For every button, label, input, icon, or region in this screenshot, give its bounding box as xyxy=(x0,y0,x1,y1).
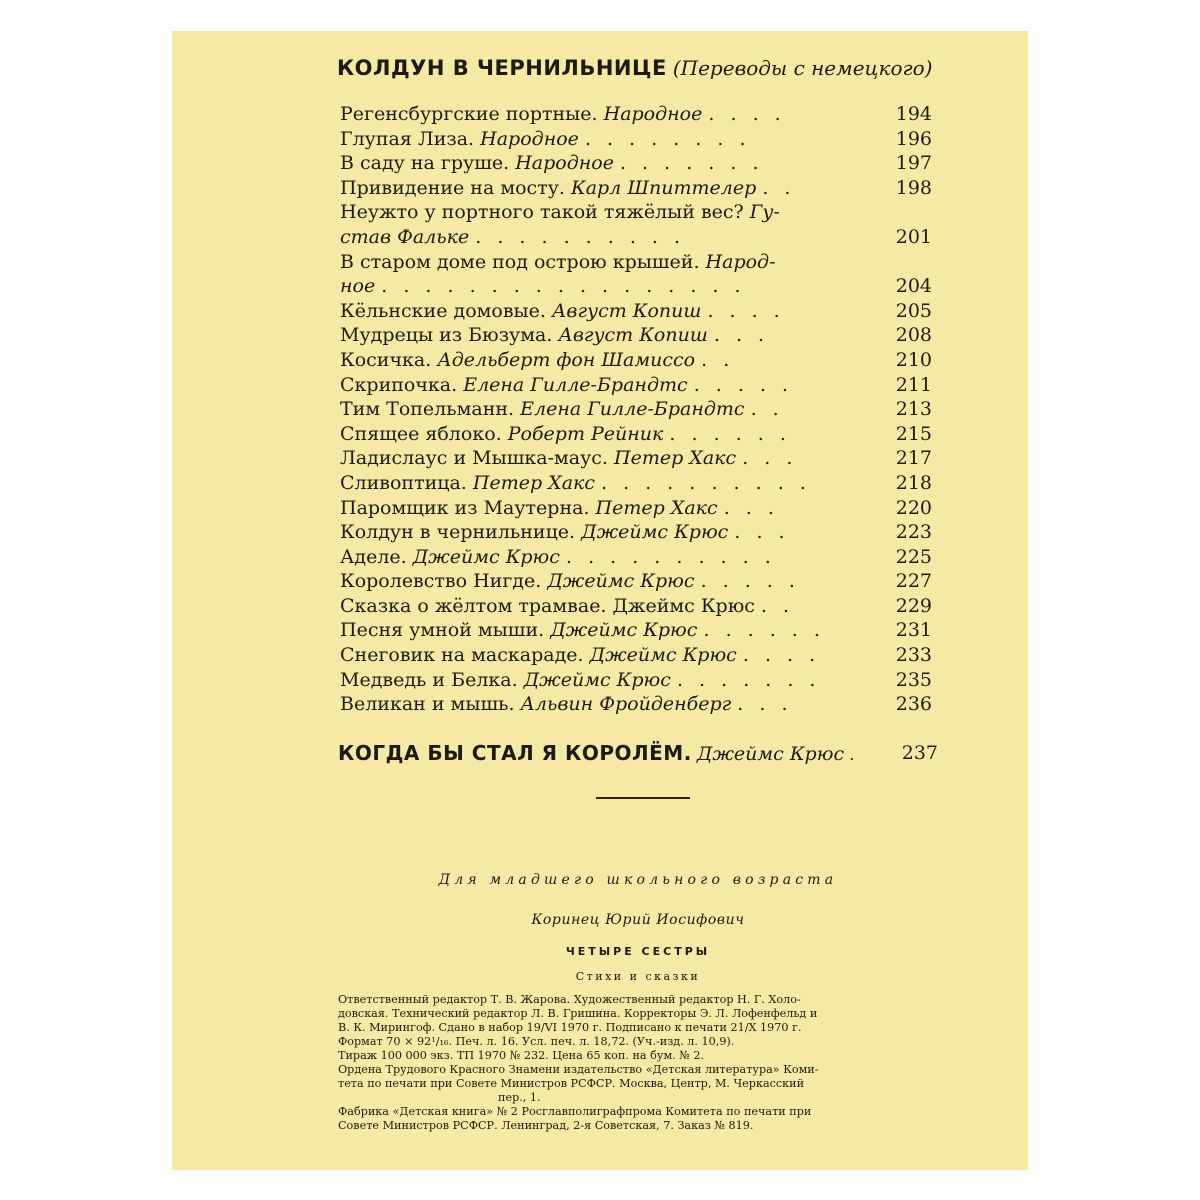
toc-entry-page-number: 197 xyxy=(895,152,932,175)
toc-entry-author: Джеймс Крюс xyxy=(523,668,671,691)
imprint-line: Ответственный редактор Т. В. Жарова. Художественный редактор Н. Г. Холо- xyxy=(338,993,801,1006)
toc-entry-text xyxy=(340,496,870,521)
toc-entry-page-number: 236 xyxy=(895,693,932,716)
leader-dots: . . . xyxy=(742,447,798,470)
section-divider xyxy=(596,797,690,799)
toc-entry-author: Народное xyxy=(603,103,703,125)
toc-entry xyxy=(340,102,932,127)
toc-entry-author: Петер Хакс xyxy=(595,496,718,519)
table-of-contents xyxy=(340,102,932,717)
leader-dots: . . . xyxy=(723,496,779,519)
toc-entry-text xyxy=(340,102,870,127)
toc-entry-page-number: 235 xyxy=(895,668,932,691)
toc-entry-title: Снеговик на маскараде. xyxy=(340,644,584,667)
toc-entry-author: Роберт Рейник xyxy=(507,422,664,445)
leader-dots: . . . . xyxy=(708,103,786,125)
toc-entry xyxy=(340,422,932,447)
toc-entry-author: Народное xyxy=(515,152,614,175)
toc-entry-author: Карл Шпиттелер xyxy=(570,176,757,199)
toc-entry-text xyxy=(340,151,870,176)
imprint-author: Коринец Юрий Иосифович xyxy=(531,912,745,928)
toc-entry-page-number: 215 xyxy=(895,422,932,445)
toc-entry xyxy=(340,200,932,249)
leader-dots: . . xyxy=(701,348,735,371)
toc-entry-text xyxy=(340,643,870,668)
toc-entry-page-number: 210 xyxy=(895,348,932,371)
toc-entry xyxy=(340,471,932,496)
leader-dots: . . . . . . . . xyxy=(584,127,751,150)
toc-entry-page-number: 196 xyxy=(895,127,932,150)
imprint-line: Тираж 100 000 экз. ТП 1970 № 232. Цена 65 коп. на бум. № 2. xyxy=(338,1049,705,1062)
toc-entry xyxy=(340,373,932,398)
toc-entry-page-number: 223 xyxy=(895,521,932,544)
toc-entry-text xyxy=(340,471,870,496)
toc-entry-text xyxy=(340,397,870,422)
toc-entry-title: Неужто у портного такой тяжёлый вес? xyxy=(340,201,744,224)
leader-dots: . . . xyxy=(737,693,793,716)
imprint-line: пер., 1. xyxy=(498,1091,541,1104)
toc-entry-title: Великан и мышь. xyxy=(340,693,515,716)
leader-dots: . . . . xyxy=(707,299,785,322)
final-entry-author: Джеймс Крюс xyxy=(696,743,845,765)
toc-entry-page-number: 229 xyxy=(895,594,932,617)
toc-entry-title: Мудрецы из Бюзума. xyxy=(340,324,553,347)
toc-entry-text xyxy=(340,569,870,594)
toc-entry xyxy=(340,127,932,152)
toc-entry xyxy=(340,692,932,717)
toc-entry-title: Косичка. xyxy=(340,348,432,371)
toc-entry-author-continued: ное xyxy=(340,275,376,298)
toc-entry xyxy=(340,446,932,471)
toc-entry-text xyxy=(340,594,870,619)
toc-entry-author: Август Копиш xyxy=(552,299,702,322)
final-entry xyxy=(338,737,938,769)
leader-dots: . . . xyxy=(713,324,770,347)
toc-entry-text xyxy=(340,176,870,201)
section-heading xyxy=(337,56,957,92)
toc-entry-text xyxy=(340,250,870,275)
toc-entry xyxy=(340,643,932,668)
toc-entry xyxy=(340,520,932,545)
toc-entry xyxy=(340,250,932,299)
leader-dots: . . . . . . . . . . xyxy=(475,225,686,248)
toc-entry xyxy=(340,668,932,693)
toc-entry-author: Джеймс Крюс xyxy=(412,545,560,568)
leader-dots: . . . . . . . . . . . . . . . . . xyxy=(381,275,746,298)
toc-entry-title: В старом доме под острою крышей. xyxy=(340,250,700,273)
toc-entry-page-number: 204 xyxy=(895,275,932,298)
toc-entry-author: Джеймс Крюс xyxy=(547,570,695,593)
imprint-line: Формат 70 × 92¹/₁₆. Печ. л. 16. Усл. печ. л. 18,72. (Уч.-изд. л. 10,9). xyxy=(338,1035,735,1048)
imprint-genre: Стихи и сказки xyxy=(575,970,701,983)
final-entry-page-number: 237 xyxy=(901,742,938,764)
toc-entry xyxy=(340,545,932,570)
toc-entry-title: Спящее яблоко. xyxy=(340,422,502,445)
toc-entry xyxy=(340,299,932,324)
toc-entry-page-number: 233 xyxy=(895,644,932,667)
toc-entry-page-number: 225 xyxy=(895,545,932,568)
imprint-line: довская. Технический редактор Л. В. Гришина. Корректоры Э. Л. Лофенфельд и xyxy=(338,1007,818,1020)
toc-entry-page-number: 218 xyxy=(895,471,932,494)
imprint-line: Фабрика «Детская книга» № 2 Росглавполиграфпрома Комитета по печати при xyxy=(338,1105,812,1118)
leader-dots: . . xyxy=(760,594,795,617)
toc-entry-text xyxy=(340,668,870,693)
toc-entry-title: Сливоптица. xyxy=(340,471,467,494)
leader-dots: . . . xyxy=(734,521,790,544)
toc-entry xyxy=(340,397,932,422)
toc-entry-text xyxy=(340,323,870,348)
toc-entry-author: Джеймс Крюс xyxy=(612,594,755,617)
toc-entry-page-number: 194 xyxy=(895,103,932,125)
toc-entry-text xyxy=(340,299,870,324)
toc-entry-text xyxy=(340,446,870,471)
imprint-details xyxy=(338,993,948,1133)
toc-entry-page-number: 201 xyxy=(895,225,932,248)
final-entry-title: КОГДА БЫ СТАЛ Я КОРОЛЁМ. xyxy=(338,741,692,765)
leader-dots: . . . . xyxy=(742,644,821,667)
toc-entry-author: Петер Хакс xyxy=(614,447,737,470)
toc-entry-author: Альвин Фройденберг xyxy=(520,693,732,716)
toc-entry-author: Елена Гилле-Брандтс xyxy=(520,398,745,421)
toc-entry xyxy=(340,496,932,521)
toc-entry-author: Гу- xyxy=(749,201,780,224)
toc-entry-continuation xyxy=(340,225,870,250)
toc-entry-page-number: 213 xyxy=(895,398,932,421)
leader-dots: . . . . . . . . . . xyxy=(565,545,776,568)
toc-entry-author: Адельберт фон Шамиссо xyxy=(437,348,696,371)
toc-entry xyxy=(340,176,932,201)
leader-dots: . xyxy=(849,745,860,764)
toc-entry xyxy=(340,151,932,176)
toc-entry-text xyxy=(340,618,870,643)
imprint-line: тета по печати при Совете Министров РСФСР. Москва, Центр, М. Черкасский xyxy=(338,1077,805,1090)
imprint-line: Совете Министров РСФСР. Ленинград, 2-я Советская, 7. Заказ № 819. xyxy=(338,1119,754,1132)
toc-entry-author: Народ- xyxy=(705,250,776,273)
toc-entry-title: Тим Топельманн. xyxy=(340,398,515,421)
toc-entry xyxy=(340,594,932,619)
toc-entry-text xyxy=(340,348,870,373)
leader-dots: . . xyxy=(762,176,796,199)
toc-entry-title: Ладислаус и Мышка-маус. xyxy=(340,447,608,470)
toc-entry-author: Елена Гилле-Брандтс xyxy=(463,373,688,396)
toc-entry-page-number: 220 xyxy=(895,496,932,519)
leader-dots: . . . . . xyxy=(693,373,794,396)
toc-entry-title: Аделе. xyxy=(340,545,407,568)
toc-entry xyxy=(340,569,932,594)
toc-entry-text xyxy=(340,692,870,717)
toc-entry-title: Песня умной мыши. xyxy=(340,619,545,642)
toc-entry-text xyxy=(340,422,870,447)
toc-entry-title: Медведь и Белка. xyxy=(340,668,518,691)
toc-entry-author-continued: став Фальке xyxy=(340,225,470,248)
toc-entry xyxy=(340,618,932,643)
toc-entry-title: Регенсбургские портные. xyxy=(340,103,598,125)
toc-entry-text xyxy=(340,127,870,152)
toc-entry-page-number: 231 xyxy=(895,619,932,642)
toc-entry-title: Паромщик из Маутерна. xyxy=(340,496,590,519)
toc-entry-text xyxy=(340,520,870,545)
toc-entry-author: Джеймс Крюс xyxy=(581,521,729,544)
toc-entry-page-number: 227 xyxy=(895,570,932,593)
toc-entry-author: Джеймс Крюс xyxy=(589,644,737,667)
imprint-line: В. К. Мирингоф. Сдано в набор 19/VI 1970 г. Подписано к печати 21/Х 1970 г. xyxy=(338,1021,802,1034)
toc-entry xyxy=(340,348,932,373)
section-title: КОЛДУН В ЧЕРНИЛЬНИЦЕ xyxy=(337,56,667,80)
toc-entry-author: Народное xyxy=(480,127,579,150)
toc-entry-text xyxy=(340,373,870,398)
leader-dots: . . . . . . . . . . xyxy=(601,471,811,494)
toc-entry-title: Сказка о жёлтом трамвае. xyxy=(340,594,607,617)
leader-dots: . . xyxy=(750,398,784,421)
imprint-age-group: Для младшего школьного возраста xyxy=(438,872,838,888)
leader-dots: . . . . . . . xyxy=(620,152,764,175)
toc-entry-author: Джеймс Крюс xyxy=(550,619,698,642)
leader-dots: . . . . . xyxy=(700,570,800,593)
toc-entry-author: Август Копиш xyxy=(558,324,708,347)
leader-dots: . . . . . . xyxy=(669,422,791,445)
toc-entry-text xyxy=(340,200,870,225)
toc-entry-continuation xyxy=(340,274,870,299)
toc-entry-page-number: 211 xyxy=(895,373,932,396)
leader-dots: . . . . . . . xyxy=(676,668,821,691)
toc-entry-page-number: 208 xyxy=(895,324,932,347)
toc-entry-text xyxy=(340,545,870,570)
toc-entry-page-number: 198 xyxy=(895,176,932,199)
toc-entry-author: Петер Хакс xyxy=(472,471,596,494)
toc-entry-title: В саду на груше. xyxy=(340,152,510,175)
section-subtitle: (Переводы с немецкого) xyxy=(672,56,933,80)
imprint-line: Ордена Трудового Красного Знамени издательство «Детская литература» Коми- xyxy=(338,1063,819,1076)
toc-entry-title: Колдун в чернильнице. xyxy=(340,521,576,544)
toc-entry-title: Скрипочка. xyxy=(340,373,458,396)
toc-entry-title: Кёльнские домовые. xyxy=(340,299,546,322)
toc-entry-title: Королевство Нигде. xyxy=(340,570,542,593)
toc-entry-title: Привидение на мосту. xyxy=(340,176,565,199)
toc-entry xyxy=(340,323,932,348)
imprint-book-title: ЧЕТЫРЕ СЕСТРЫ xyxy=(565,945,711,958)
toc-entry-page-number: 217 xyxy=(895,447,932,470)
toc-entry-title: Глупая Лиза. xyxy=(340,127,475,150)
toc-entry-page-number: 205 xyxy=(895,299,932,322)
leader-dots: . . . . . . xyxy=(703,619,825,642)
